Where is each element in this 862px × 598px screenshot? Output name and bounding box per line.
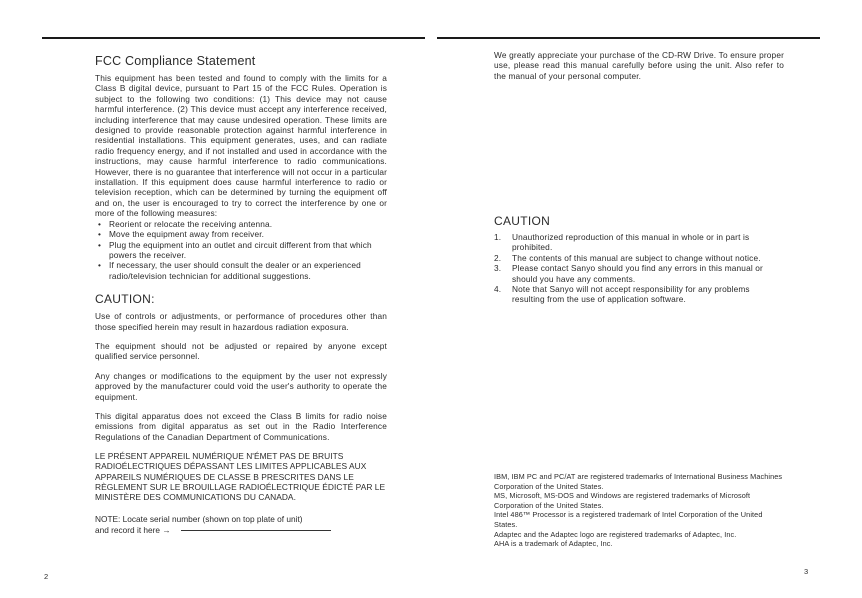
caution-heading-left: CAUTION: [95, 292, 155, 307]
caution-list [494, 232, 784, 305]
bullet-icon: • [98, 218, 102, 229]
page-number-right: 3 [804, 567, 809, 576]
note-line-1: NOTE: Locate serial number (shown on top plate of unit) [95, 514, 303, 525]
serial-number-blank [181, 529, 331, 531]
page-number-left: 2 [44, 572, 49, 581]
list-item [95, 229, 387, 239]
caution-paragraph: Any changes or modifications to the equipment by the user not expressly approved by the manufacturer could void the user's authority to operate the equipment. [95, 370, 387, 402]
fcc-compliance-body: This equipment has been tested and found to comply with the limits for a Class B digital device, pursuant to Part 15 of the FCC Rules. Operation is subject to the following two conditions: (1) This device may not cause harmful interference. (2) This device must accept any interference received, including interference that may cause undesired operation. These limits are designed to provide reasonable protection against harmful interference in residential installations. This equipment generates, uses, and can radiate radio frequency energy, and if not installed and used in accordance with the instructions, may cause harmful interference to radio communications. However, there is no guarantee that interference will not occur in a particular installation. If this equipment does cause harmful interference to radio or television reception, which can be determined by turning the equipment off and on, the user is encouraged to try to correct the interference by one or more of the following measures: [95, 73, 387, 219]
right-page-top-rule [437, 37, 820, 39]
serial-number-note [95, 514, 387, 535]
item-number: 1. [494, 232, 502, 242]
item-number: 2. [494, 252, 502, 263]
trademark-line: AHA is a trademark of Adaptec, Inc. [494, 539, 613, 549]
interference-measures-list [95, 219, 387, 281]
fcc-compliance-title: FCC Compliance Statement [95, 54, 256, 68]
bullet-icon: • [98, 260, 102, 271]
intro-paragraph: We greatly appreciate your purchase of the CD-RW Drive. To ensure proper use, please read this manual carefully before using the unit. Also refer to the manual of your personal computer. [494, 50, 784, 81]
measure-text: Reorient or relocate the receiving antenna. [109, 218, 273, 229]
list-item [494, 263, 784, 284]
list-item [494, 253, 784, 263]
right-page-intro [494, 50, 784, 81]
measure-text: Move the equipment away from receiver. [109, 229, 265, 240]
note-line-2: and record it here → [95, 524, 171, 535]
measure-text: Plug the equipment into an outlet and circuit different from that which powers the receiver. [109, 239, 372, 260]
trademark-line: MS, Microsoft, MS-DOS and Windows are registered trademarks of Microsoft Corporation of the United States. [494, 491, 751, 510]
left-page-column [95, 54, 387, 535]
list-item [494, 284, 784, 305]
trademark-line: Intel 486™ Processor is a registered trademark of Intel Corporation of the United States. [494, 510, 763, 529]
list-item [95, 260, 387, 281]
caution-paragraph: The equipment should not be adjusted or repaired by anyone except qualified service personnel. [95, 340, 387, 362]
french-notice: LE PRÉSENT APPAREIL NUMÉRIQUE N'ÉMET PAS DE BRUITS RADIOÉLECTRIQUES DÉPASSANT LES LIMITES APPLICABLES AUX APPAREILS NUMÉRIQUES DE CLASSE B PRESCRITES DANS LE RÈGLEMENT SUR LE BROUILLAGE RADIOÉLECTRIQUE ÉDICTÉ PAR LE MINISTÈRE DES COMMUNICATIONS DU CANADA. [95, 451, 386, 502]
caution-heading-right: CAUTION [494, 214, 551, 228]
bullet-icon: • [98, 229, 102, 240]
caution-paragraph: Use of controls or adjustments, or performance of procedures other than those specified herein may result in hazardous radiation exposura. [95, 311, 387, 332]
item-text: Unauthorized reproduction of this manual in whole or in part is prohibited. [512, 232, 750, 253]
trademark-line: Adaptec and the Adaptec logo are registered trademarks of Adaptec, Inc. [494, 529, 737, 539]
item-number: 3. [494, 263, 502, 274]
item-number: 4. [494, 284, 502, 295]
list-item [494, 232, 784, 253]
item-text: Please contact Sanyo should you find any errors in this manual or should you have any comments. [512, 263, 763, 284]
caution-paragraph: This digital apparatus does not exceed the Class B limits for radio noise emissions from digital apparatus as set out in the Radio Interference Regulations of the Canadian Department of Communications. [95, 410, 387, 442]
item-text: Note that Sanyo will not accept responsibility for any problems resulting from the use of application software. [512, 284, 750, 305]
trademark-notices [494, 472, 786, 549]
bullet-icon: • [98, 239, 102, 250]
item-text: The contents of this manual are subject to change without notice. [512, 252, 761, 263]
trademark-line: IBM, IBM PC and PC/AT are registered trademarks of International Business Machines Corporation of the United States. [494, 472, 783, 491]
measure-text: If necessary, the user should consult the dealer or an experienced radio/television technician for additional suggestions. [109, 260, 361, 281]
list-item [95, 240, 387, 261]
left-page-top-rule [42, 37, 425, 39]
list-item [95, 219, 387, 229]
